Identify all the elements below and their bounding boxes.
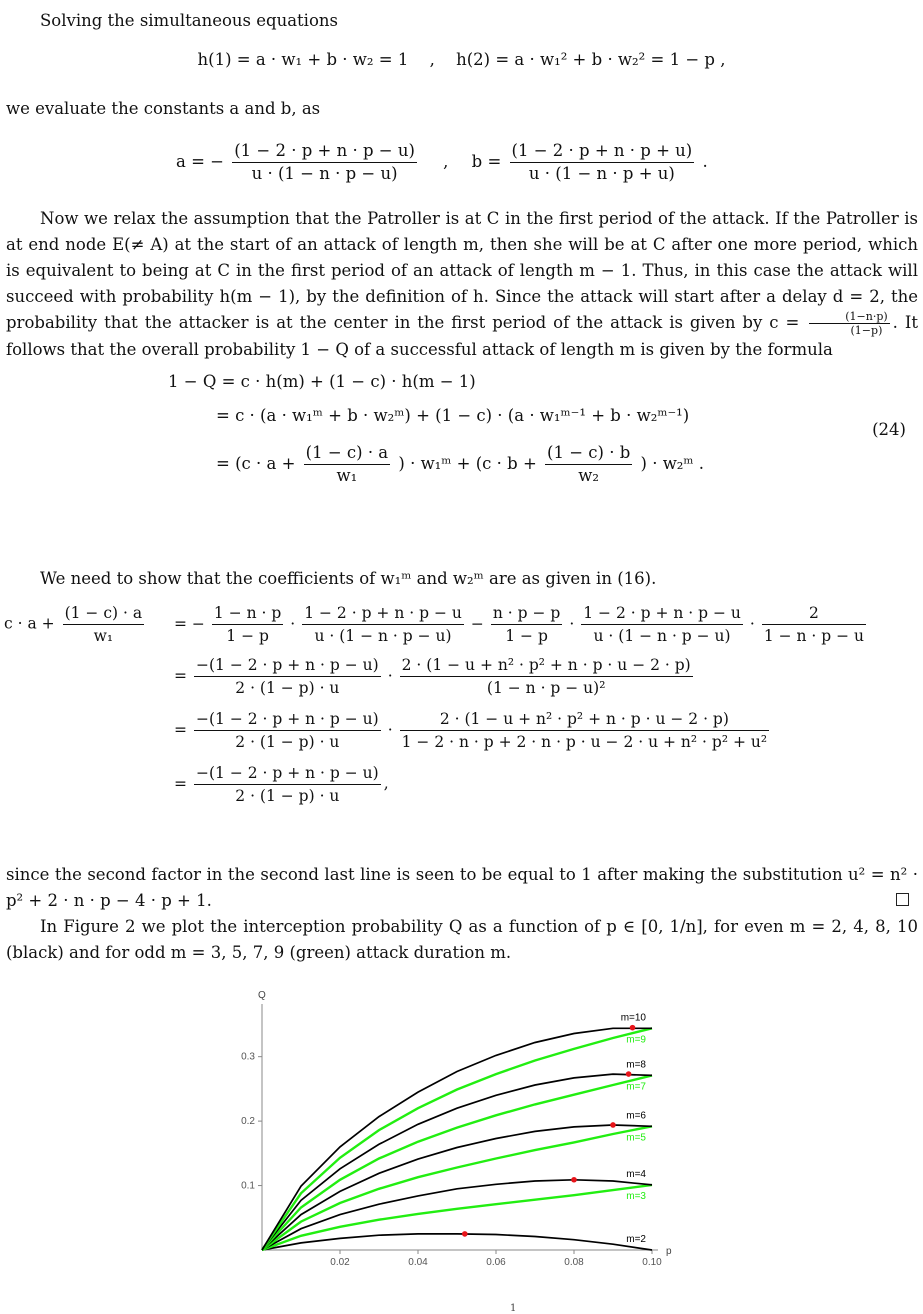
deriv-r1-denominator-0: 1 − p: [226, 627, 269, 645]
deriv-r3-denominator-1: 1 − 2 · n · p + 2 · n · p · u − 2 · u + n² · p² + u²: [401, 733, 768, 751]
relax-assumption-paragraph: [6, 206, 918, 363]
deriv-r2-denominator-1: (1 − n · p − u)²: [486, 679, 606, 697]
max-marker-m4: [571, 1177, 577, 1183]
ab-separator: ,: [443, 152, 449, 171]
deriv-lhs: [4, 602, 147, 647]
deriv-r1-op-2: −: [470, 614, 484, 633]
deriv-lhs-a: c · a +: [4, 614, 55, 633]
deriv-r3-denominator-0: 2 · (1 − p) · u: [235, 733, 340, 751]
x-tick-label-2: 0.06: [486, 1257, 506, 1268]
eq24-frac1-num: (1 − c) · a: [304, 442, 391, 465]
deriv-r1-denominator-2: 1 − p: [505, 627, 548, 645]
deriv-r2-fraction-0: [194, 654, 381, 699]
max-marker-m6: [610, 1122, 616, 1128]
c-fraction: [809, 310, 889, 337]
a-fraction: [232, 140, 417, 185]
b-numerator: (1 − 2 · p + n · p + u): [510, 140, 695, 163]
series-line-m8: [262, 1074, 652, 1250]
max-marker-m8: [626, 1071, 632, 1077]
eq24-l3-b: ) · w₁ᵐ + (c · b +: [398, 454, 537, 473]
deriv-r4-op-0: =: [174, 774, 187, 793]
qed-box-icon: [896, 893, 909, 906]
series-label-m6: m=6: [626, 1110, 646, 1122]
caption-fragment: 1: [510, 1303, 517, 1314]
relax-text-a: Now we relax the assumption that the Patroller is at C in the first period of the attack. If the Patroller is at end node E(≠ A) at the start of an attack of length m, then she will be at C after one more period, which is equivalent to being at C in the first period of an attack of length m − 1. Thus, in this case the attack will succeed with probability h(m − 1), by the definition of h. Since the attack will start after a delay d = 2, the probability that the attacker is at the center in the first period of the attack is given by c =: [6, 209, 918, 332]
deriv-r4-numerator-0: −(1 − 2 · p + n · p − u): [194, 762, 381, 785]
constants-equation: [176, 140, 708, 185]
deriv-r3-fraction-0: [194, 708, 381, 753]
deriv-row-2: [170, 654, 696, 699]
deriv-r1-op-0: = −: [174, 614, 205, 633]
deriv-lhs-den: w₁: [93, 627, 114, 645]
deriv-r2-numerator-0: −(1 − 2 · p + n · p − u): [194, 654, 381, 677]
x-tick-label-4: 0.10: [642, 1257, 662, 1268]
deriv-r1-denominator-3: u · (1 − n · p − u): [593, 627, 731, 645]
eq24-line3: [216, 442, 704, 487]
b-lhs: b =: [471, 152, 502, 171]
deriv-lhs-frac: [63, 602, 145, 647]
deriv-r3-numerator-0: −(1 − 2 · p + n · p − u): [194, 708, 381, 731]
deriv-r1-op-1: ·: [290, 614, 296, 633]
simultaneous-equations: [0, 50, 923, 69]
deriv-row-4: [170, 762, 389, 807]
c-numerator: (1−n·p): [809, 310, 889, 324]
deriv-r3-numerator-1: 2 · (1 − u + n² · p² + n · p · u − 2 · p): [400, 708, 769, 731]
series-label-m8: m=8: [626, 1059, 646, 1071]
max-marker-m10: [630, 1025, 636, 1031]
figure-intro-paragraph: In Figure 2 we plot the interception probability Q as a function of p ∈ [0, 1/n], for even m = 2, 4, 8, 10 (black) and for odd m = 3, 5, 7, 9 (green) attack duration m.: [6, 917, 918, 962]
eq24-line2: = c · (a · w₁ᵐ + b · w₂ᵐ) + (1 − c) · (a · w₁ᵐ⁻¹ + b · w₂ᵐ⁻¹): [216, 406, 690, 425]
deriv-r1-denominator-4: 1 − n · p − u: [763, 627, 865, 645]
deriv-r2-op-1: ·: [387, 666, 393, 685]
deriv-r1-fraction-4: [762, 602, 866, 647]
deriv-row-4-end: ,: [383, 774, 389, 793]
deriv-r3-fraction-1: [400, 708, 769, 753]
deriv-r3-op-0: =: [174, 720, 187, 739]
deriv-r1-fraction-2: [491, 602, 562, 647]
series-label-m9: m=9: [626, 1034, 646, 1046]
max-marker-m2: [462, 1231, 468, 1237]
c-denominator: (1−p): [850, 324, 883, 337]
eq24-l3-a: = (c · a +: [216, 454, 296, 473]
x-tick-label-3: 0.08: [564, 1257, 584, 1268]
deriv-r1-denominator-1: u · (1 − n · p − u): [314, 627, 452, 645]
equation-24: [158, 372, 918, 542]
x-axis-label: p: [666, 1246, 672, 1257]
b-fraction: [510, 140, 695, 185]
a-numerator: (1 − 2 · p + n · p − u): [232, 140, 417, 163]
y-tick-label-2: 0.3: [241, 1051, 255, 1063]
x-tick-label-0: 0.02: [330, 1257, 350, 1268]
series-label-m2: m=2: [626, 1234, 646, 1245]
deriv-r1-op-4: ·: [749, 614, 755, 633]
y-tick-label-0: 0.1: [241, 1180, 255, 1192]
deriv-r1-numerator-1: 1 − 2 · p + n · p − u: [302, 602, 464, 625]
eq24-frac2-num: (1 − c) · b: [545, 442, 632, 465]
series-label-m10: m=10: [620, 1012, 646, 1024]
deriv-r1-op-3: ·: [569, 614, 575, 633]
deriv-r1-numerator-3: 1 − 2 · p + n · p − u: [581, 602, 743, 625]
deriv-r3-op-1: ·: [387, 720, 393, 739]
eq1-right: h(2) = a · w₁² + b · w₂² = 1 − p ,: [456, 50, 726, 69]
deriv-r1-fraction-1: [302, 602, 464, 647]
deriv-r1-fraction-3: [581, 602, 743, 647]
eq24-frac1: [304, 442, 391, 487]
series-line-m4: [262, 1180, 652, 1250]
deriv-r1-numerator-2: n · p − p: [491, 602, 562, 625]
deriv-r2-denominator-0: 2 · (1 − p) · u: [235, 679, 340, 697]
eq24-frac1-den: w₁: [336, 466, 358, 485]
deriv-lhs-num: (1 − c) · a: [63, 602, 145, 625]
series-label-m7: m=7: [626, 1081, 646, 1093]
eq24-l3-c: ) · w₂ᵐ .: [640, 454, 705, 473]
series-line-m7: [262, 1075, 652, 1250]
deriv-r2-numerator-1: 2 · (1 − u + n² · p² + n · p · u − 2 · p): [400, 654, 693, 677]
constants-paragraph: we evaluate the constants a and b, as: [6, 99, 321, 118]
equation-number-24: (24): [872, 420, 906, 439]
deriv-row-3: [170, 708, 772, 753]
deriv-row-1: [170, 602, 869, 647]
y-tick-label-1: 0.2: [241, 1116, 255, 1128]
b-denominator: u · (1 − n · p + u): [528, 164, 675, 183]
eq24-line1: 1 − Q = c · h(m) + (1 − c) · h(m − 1): [168, 372, 476, 391]
deriv-r1-fraction-0: [212, 602, 283, 647]
deriv-r2-fraction-1: [400, 654, 693, 699]
a-denominator: u · (1 − n · p − u): [251, 164, 398, 183]
deriv-r1-numerator-4: 2: [762, 602, 866, 625]
substitution-paragraph: since the second factor in the second last line is seen to be equal to 1 after making the substitution u² = n² · p² + 2 · n · p − 4 · p + 1.: [6, 865, 918, 910]
relax-text-b: . It follows that the overall probability 1 − Q of a successful attack of length m is given by the formula: [6, 313, 918, 359]
x-tick-label-1: 0.04: [408, 1257, 428, 1268]
eq24-frac2: [545, 442, 632, 487]
interception-probability-chart: [200, 982, 680, 1282]
series-line-m2: [262, 1234, 652, 1250]
series-label-m3: m=3: [626, 1190, 646, 1202]
a-lhs: a = −: [176, 152, 224, 171]
series-label-m5: m=5: [626, 1132, 646, 1144]
y-axis-label: Q: [258, 990, 266, 1001]
eq1-left: h(1) = a · w₁ + b · w₂ = 1: [197, 50, 409, 69]
derivation: [4, 602, 919, 832]
deriv-r2-op-0: =: [174, 666, 187, 685]
deriv-r4-denominator-0: 2 · (1 − p) · u: [235, 787, 340, 805]
coefficients-paragraph: We need to show that the coefficients of w₁ᵐ and w₂ᵐ are as given in (16).: [40, 569, 657, 588]
deriv-r1-numerator-0: 1 − n · p: [212, 602, 283, 625]
deriv-r4-fraction-0: [194, 762, 381, 807]
series-label-m4: m=4: [626, 1168, 646, 1180]
ab-end: .: [702, 152, 708, 171]
eq1-separator: ,: [429, 50, 435, 69]
intro-paragraph: Solving the simultaneous equations: [40, 11, 338, 30]
eq24-frac2-den: w₂: [578, 466, 600, 485]
